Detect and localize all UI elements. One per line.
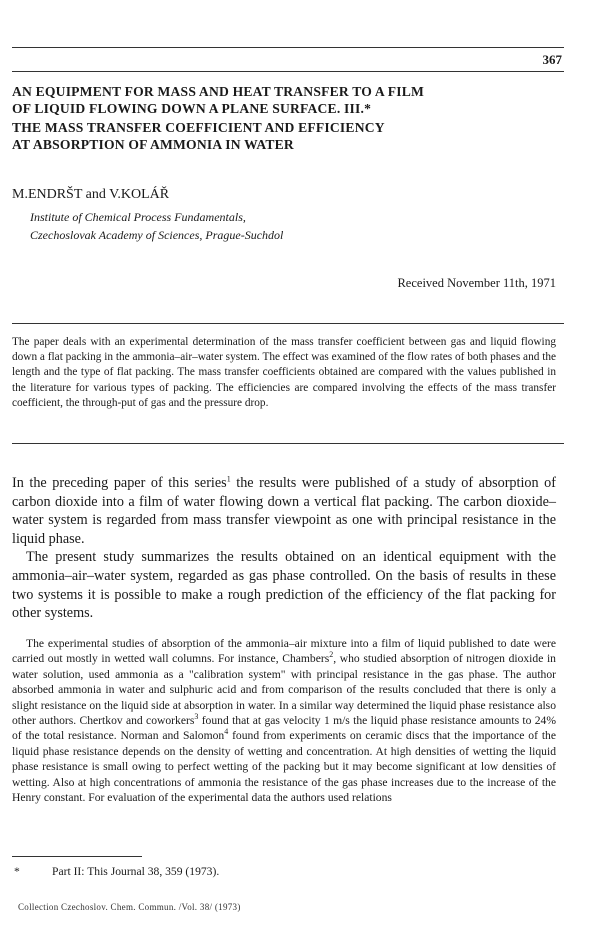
affiliation (30, 208, 283, 244)
authors: M.ENDRŠT and V.KOLÁŘ (12, 187, 170, 202)
page-number: 367 (542, 52, 562, 67)
header-rule-top (12, 47, 564, 48)
journal-footer: Collection Czechoslov. Chem. Commun. /Vol. 38/ (1973) (18, 902, 241, 912)
citation-ref: 4 (224, 727, 229, 737)
title-line: AT ABSORPTION OF AMMONIA IN WATER (12, 137, 294, 152)
abstract-rule-bottom (12, 443, 564, 444)
body-paragraph: The experimental studies of absorption of the ammonia–air mixture into a film of liquid published to date were carried out mostly in wetted wall columns. For instance, Chambers$^2$, who studied absorption of nitrogen dioxide in water solution, used ammonia as a "calibration system" with principal resistance in the gas phase. The author absorbed ammonia in water and sulphuric acid and from comparison of the results concluded that there is only a slight resistance on the liquid side at absorption in water. In a similar way determined the liquid phase resistance also other authors. Chertkov and coworkers$^3$ found that at gas velocity 1 m/s the liquid phase resistance amounts to 24% of the total resistance. Norman and Salomon$^4$ found from experiments on ceramic discs that the importance of the liquid phase resistance depends on the density of wetting and concentration. At high densities of wetting the liquid phase resistance is small owing to perfect wetting of the packing but it may become significant at low densities of wetting. Also at high concentrations of ammonia the resistance of the gas phase increases due to the increase of the Henry constant. For evaluation of the experimental data the authors used relations (12, 637, 557, 805)
intro-paragraph: In the preceding paper of this series$^1$ the results were published of a study of absorption of carbon dioxide into a film of water flowing down a vertical flat packing. The carbon dioxide–water system is regarded from mass transfer viewpoint as one with principal resistance in the liquid phase. (12, 474, 556, 547)
body-text (12, 636, 556, 805)
header-rule-bottom (12, 71, 564, 72)
citation-ref: 1 (226, 474, 231, 484)
footnote-marker: * (14, 865, 20, 878)
citation-ref: 2 (329, 650, 334, 660)
affiliation-line: Institute of Chemical Process Fundamentals, (30, 210, 246, 224)
abstract-rule-top (12, 323, 564, 324)
article-title (12, 83, 552, 153)
footnote-rule (12, 856, 142, 857)
abstract: The paper deals with an experimental determination of the mass transfer coefficient between gas and liquid flowing down a flat packing in the ammonia–air–water system. The effect was examined of the flow rates of both phases and the length and the type of flat packing. The mass transfer coefficients obtained are compared with the values published in the literature for various types of packing. The efficiencies are compared involving the effects of the mass transfer coefficient, the through-put of gas and the pressure drop. (12, 336, 556, 409)
title-line: OF LIQUID FLOWING DOWN A PLANE SURFACE. III.* (12, 101, 372, 116)
footnote (14, 865, 219, 878)
affiliation-line: Czechoslovak Academy of Sciences, Prague-Suchdol (30, 228, 284, 242)
received-date: Received November 11th, 1971 (397, 276, 556, 290)
footnote-text: Part II: This Journal 38, 359 (1973). (52, 865, 220, 878)
citation-ref: 3 (194, 712, 199, 722)
title-line: AN EQUIPMENT FOR MASS AND HEAT TRANSFER TO A FILM (12, 84, 425, 99)
intro-paragraph: The present study summarizes the results obtained on an identical equipment with the ammonia–air–water system, regarded as gas phase controlled. On the basis of results in these two systems it is possible to make a rough prediction of the efficiency of the flat packing for other systems. (12, 549, 556, 622)
title-line: THE MASS TRANSFER COEFFICIENT AND EFFICIENCY (12, 120, 385, 135)
introduction (12, 474, 556, 623)
